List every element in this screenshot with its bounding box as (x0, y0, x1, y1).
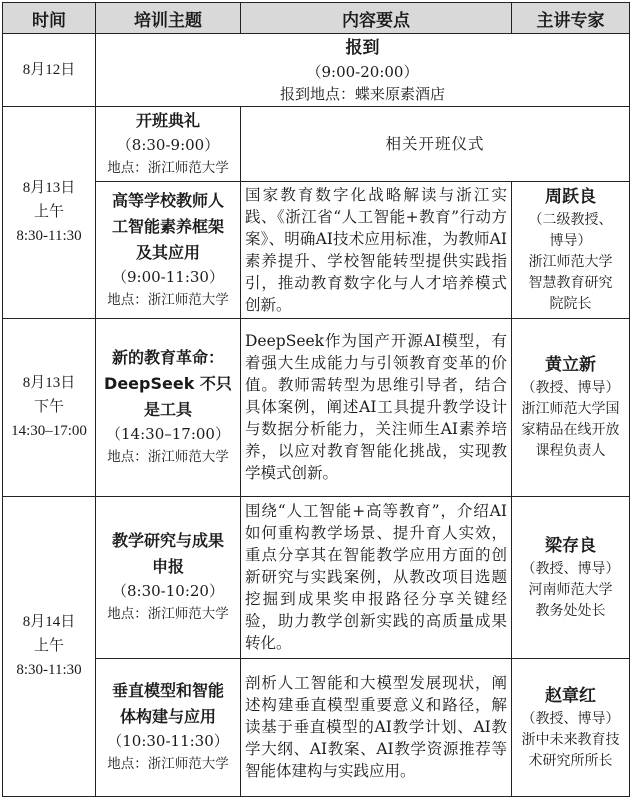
header-time: 时间 (3, 3, 96, 34)
period-text: 上午 (33, 638, 64, 655)
topic-title: 开班典礼 (135, 110, 200, 130)
date-cell (3, 34, 96, 107)
registration-cell (96, 34, 630, 107)
expert-info-line: 浙江师范大学 (528, 254, 613, 271)
topic-time: （9:00-11:30） (112, 267, 224, 286)
date-cell (3, 318, 96, 496)
topic-time: （10:30-11:30） (107, 732, 229, 751)
expert-cell (512, 318, 630, 496)
expert-info-line: （教授、博导） (521, 380, 620, 397)
topic-title-line: 教学研究与成果 (111, 531, 224, 551)
time-range-text: 14:30–17:00 (11, 423, 87, 440)
expert-cell (512, 496, 630, 658)
topic-location: 地点：浙江师范大学 (107, 159, 229, 176)
row-opening (3, 106, 630, 181)
expert-info-line: （教授、博导） (521, 560, 620, 577)
time-range-text: 8:30-11:30 (16, 228, 82, 245)
topic-title-line: 垂直模型和智能 (111, 681, 224, 701)
training-schedule-table (2, 2, 630, 797)
content-text: 围绕“人工智能+高等教育”，介绍AI如何重构教学场景、提升育人实效，重点分享其在智能教学应用方面的创新研究与实践案例，从教改项目选题挖掘到成果奖申报路径分享关键经验，助力教学创新实践的高质量成果转化。 (245, 502, 507, 653)
content-cell (241, 658, 512, 796)
content-text: DeepSeek作为国产开源AI模型，有着强大生成能力与引领教育变革的价值。教师需转型为思维引导者，结合具体案例，阐述AI工具提升教学设计与数据分析能力，关注师生AI素养培养，以应对教育智能化挑战，实现教学模式创新。 (245, 332, 507, 483)
topic-location: 地点：浙江师范大学 (107, 291, 229, 308)
header-expert: 主讲专家 (512, 3, 630, 34)
content-cell (241, 318, 512, 496)
row-course (3, 658, 630, 796)
date-cell (3, 496, 96, 796)
period-text: 上午 (33, 204, 64, 221)
topic-cell (96, 496, 241, 658)
expert-info-line: 浙江师范大学国 (521, 401, 620, 418)
expert-info-line: （二级教授、 (528, 212, 613, 229)
topic-location: 地点：浙江师范大学 (107, 449, 229, 466)
date-text: 8月12日 (22, 61, 76, 78)
expert-info-line: 家精品在线开放 (521, 422, 620, 439)
expert-info-line: 智慧教育研究 (528, 275, 613, 292)
row-course (3, 496, 630, 658)
expert-name: 赵章红 (545, 685, 596, 706)
topic-title-line: 及其应用 (135, 242, 200, 262)
row-registration (3, 34, 630, 107)
content-cell (241, 496, 512, 658)
content-text: 剖析人工智能和大模型发展现状，阐述构建垂直模型重要意义和路径，解读基于垂直模型的AI教学计划、AI教学大纲、AI教案、AI教学资源推荐等智能体建构与实践应用。 (245, 674, 507, 781)
topic-cell (96, 106, 241, 181)
expert-info-line: 院院长 (549, 296, 592, 313)
topic-title-line: 是工具 (143, 400, 192, 420)
registration-location: 报到地点：蝶来原素酒店 (279, 84, 445, 103)
expert-info-line: 教务处处长 (535, 602, 606, 619)
topic-time: （8:30-9:00） (116, 135, 220, 154)
expert-info-line: 浙中未来教育技 (521, 731, 620, 748)
header-row (3, 3, 630, 34)
header-topic: 培训主题 (96, 3, 241, 34)
row-afternoon (3, 318, 630, 496)
expert-info-line: 博导） (549, 233, 592, 250)
row-course (3, 181, 630, 318)
topic-cell (96, 318, 241, 496)
time-range-text: 8:30-11:30 (16, 662, 82, 679)
expert-info-line: 河南师范大学 (528, 581, 613, 598)
expert-name: 黄立新 (545, 355, 596, 376)
expert-cell (512, 658, 630, 796)
date-text: 8月13日 (22, 180, 76, 197)
date-text: 8月13日 (22, 375, 76, 392)
registration-title: 报到 (345, 37, 380, 58)
expert-info-line: 术研究所所长 (528, 752, 613, 769)
topic-title-line: 高等学校教师人 (111, 190, 224, 210)
content-cell (241, 106, 630, 181)
topic-title-line: 工智能素养框架 (111, 216, 224, 236)
topic-title-line: 新的教育革命： (111, 348, 224, 368)
expert-cell (512, 181, 630, 318)
expert-name: 周跃良 (545, 187, 596, 208)
content-text: 国家教育数字化战略解读与浙江实践、《浙江省“人工智能+教育”行动方案》、明确AI技术应用标准，为教师AI素养提升、学校智能转型提供实践指引，推动教育数字化与人才培养模式创新。 (245, 185, 507, 314)
header-content: 内容要点 (241, 3, 512, 34)
expert-info-line: （教授、博导） (521, 710, 620, 727)
expert-name: 梁存良 (545, 535, 596, 556)
expert-info-line: 课程负责人 (535, 443, 606, 460)
registration-time: （9:00-20:00） (306, 62, 419, 81)
topic-location: 地点：浙江师范大学 (107, 756, 229, 773)
content-text: 相关开班仪式 (385, 134, 485, 153)
topic-title-line: 申报 (151, 557, 184, 577)
topic-cell (96, 181, 241, 318)
date-cell (3, 106, 96, 318)
period-text: 下午 (33, 399, 64, 416)
topic-location: 地点：浙江师范大学 (107, 606, 229, 623)
date-text: 8月14日 (22, 614, 76, 631)
topic-title-line: DeepSeek 不只 (104, 374, 232, 394)
topic-cell (96, 658, 241, 796)
topic-time: （8:30-10:20） (112, 582, 224, 601)
topic-title-line: 体构建与应用 (119, 707, 216, 727)
content-cell (241, 181, 512, 318)
topic-time: （14:30–17:00） (106, 425, 230, 444)
